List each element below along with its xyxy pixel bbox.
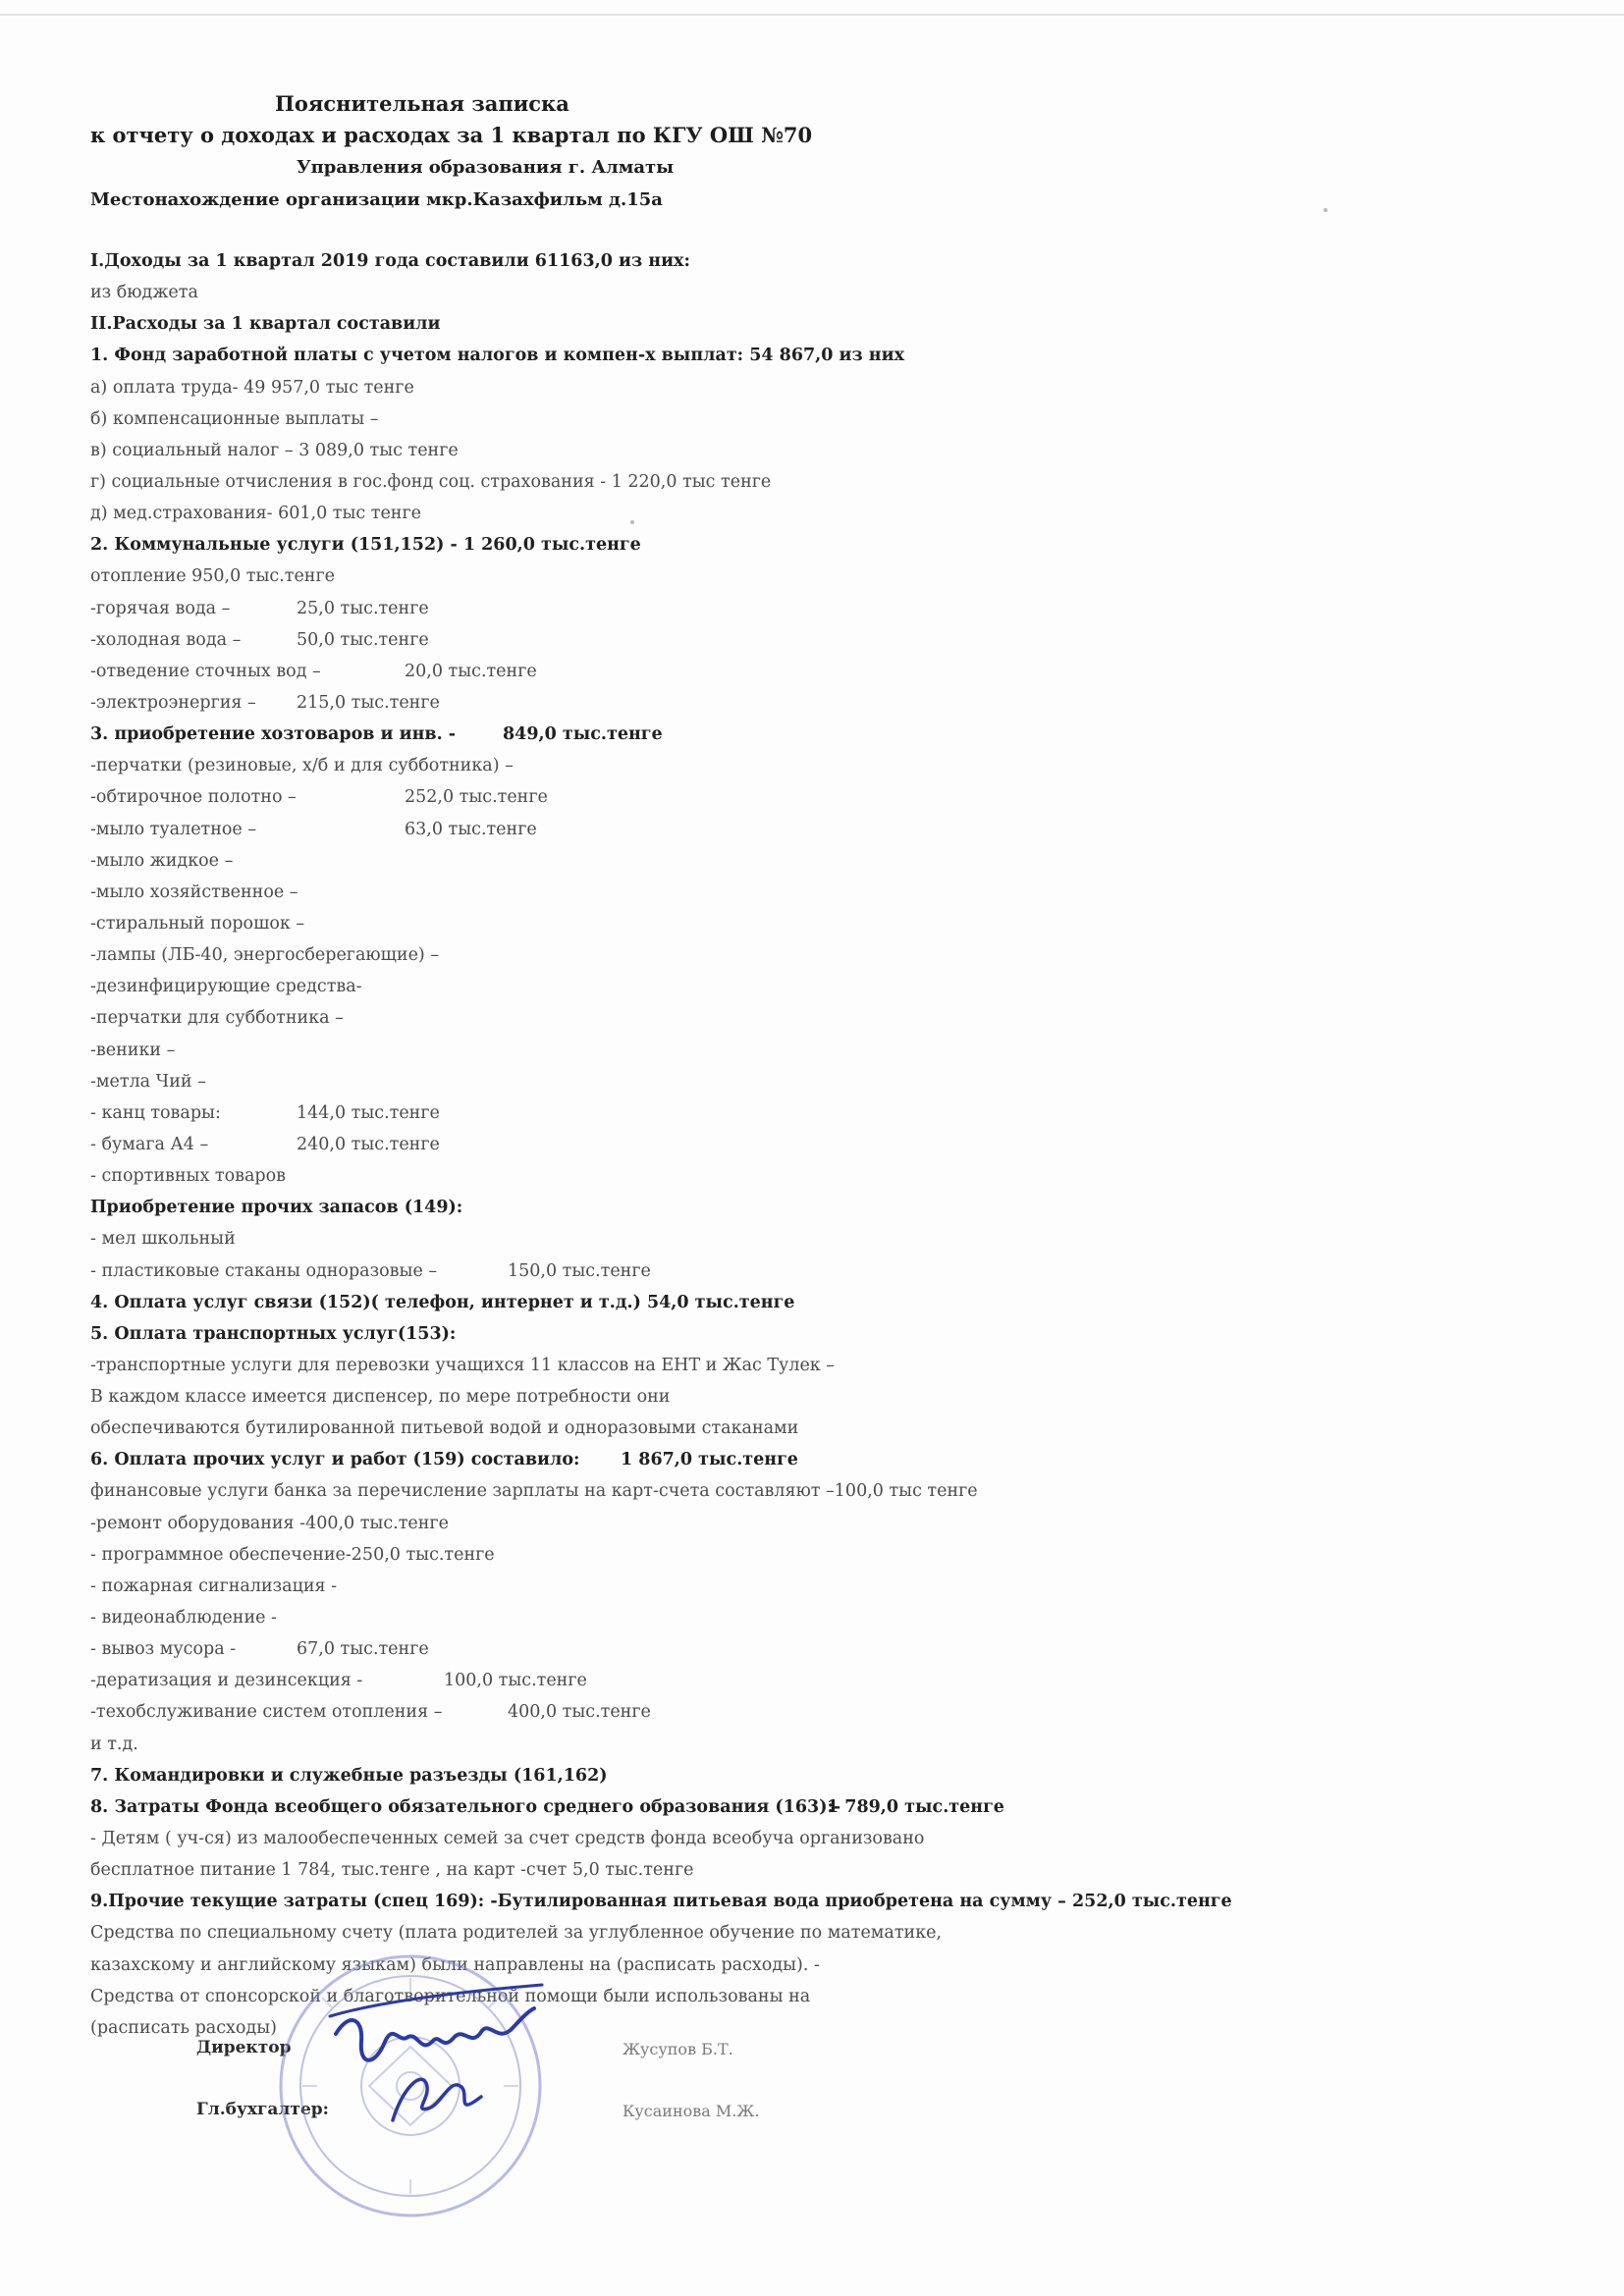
report-line	[90, 308, 1534, 340]
line-text: -транспортные услуги для перевозки учащихся 11 классов на ЕНТ и Жас Тулек –	[90, 1355, 836, 1375]
report-line	[90, 1413, 1534, 1444]
line-text: В каждом классе имеется диспенсер, по мере потребности они	[90, 1387, 671, 1408]
line-text: -перчатки для субботника –	[90, 1008, 344, 1029]
report-line	[90, 529, 1534, 561]
line-amount: 150,0 тыс.тенге	[508, 1260, 651, 1281]
report-line	[90, 1381, 1534, 1413]
line-text: II.Расходы за 1 квартал составили	[90, 314, 441, 335]
report-line	[90, 1192, 1534, 1223]
report-line	[90, 245, 1534, 277]
report-line	[90, 1475, 1534, 1507]
line-text: отопление 950,0 тыс.тенге	[90, 566, 335, 587]
report-line	[90, 466, 1534, 498]
line-text: -метла Чий –	[90, 1071, 206, 1092]
line-text: казахскому и английскому языкам) были направлены на (расписать расходы). -	[90, 1954, 820, 1975]
report-line	[90, 340, 1534, 371]
line-text: -дератизация и дезинсекция -	[90, 1671, 363, 1691]
line-text: в) социальный налог – 3 089,0 тыс тенге	[90, 440, 459, 460]
line-text: 1. Фонд заработной платы с учетом налогов и компен-х выплат: 54 867,0 из них	[90, 346, 905, 366]
line-text: -веники –	[90, 1040, 176, 1060]
line-text: финансовые услуги банка за перечисление зарплаты на карт-счета составляют –100,0 тыс тенге	[90, 1481, 978, 1502]
line-amount: 100,0 тыс.тенге	[444, 1671, 587, 1691]
report-line	[90, 403, 1534, 435]
line-text: а) оплата труда- 49 957,0 тыс тенге	[90, 377, 414, 398]
line-text: - спортивных товаров	[90, 1166, 286, 1187]
report-line	[90, 1160, 1534, 1192]
line-text: -стиральный порошок –	[90, 913, 305, 934]
line-amount: 50,0 тыс.тенге	[297, 629, 429, 650]
line-text: -горячая вода –	[90, 598, 231, 618]
line-text: д) мед.страхования- 601,0 тыс тенге	[90, 504, 421, 524]
report-line	[90, 1791, 1534, 1823]
report-line	[90, 1854, 1534, 1886]
document-subtitle: к отчету о доходах и расходах за 1 квартал по КГУ ОШ №70	[90, 123, 813, 147]
line-text: Средства по специальному счету (плата родителей за углубленное обучение по математике,	[90, 1923, 943, 1944]
report-line	[90, 1129, 1534, 1160]
line-amount: 1 789,0 тыс.тенге	[827, 1796, 1004, 1817]
line-text: I.Доходы за 1 квартал 2019 года составили 61163,0 из них:	[90, 251, 690, 271]
report-line	[90, 624, 1534, 656]
line-amount: 240,0 тыс.тенге	[297, 1134, 440, 1154]
line-text: 3. приобретение хозтоваров и инв. -	[90, 724, 457, 745]
report-line	[90, 561, 1534, 592]
line-amount: 67,0 тыс.тенге	[297, 1639, 429, 1660]
line-amount: 252,0 тыс.тенге	[405, 787, 548, 808]
report-line	[90, 1760, 1534, 1791]
line-amount: 400,0 тыс.тенге	[508, 1702, 651, 1723]
line-text: - канц товары:	[90, 1102, 221, 1123]
report-line	[90, 1823, 1534, 1854]
report-line	[90, 1886, 1534, 1917]
scan-speck	[1324, 208, 1327, 212]
director-name: Жусупов Б.Т.	[623, 2040, 733, 2058]
report-line	[90, 1287, 1534, 1318]
report-line	[90, 1444, 1534, 1475]
line-text: Приобретение прочих запасов (149):	[90, 1198, 463, 1218]
line-text: -холодная вода –	[90, 629, 242, 650]
line-text: 4. Оплата услуг связи (152)( телефон, интернет и т.д.) 54,0 тыс.тенге	[90, 1292, 795, 1312]
line-text: -электроэнергия –	[90, 692, 256, 713]
report-line	[90, 687, 1534, 719]
report-line	[90, 1729, 1534, 1760]
report-line	[90, 781, 1534, 813]
line-text: -перчатки (резиновые, х/б и для субботника) –	[90, 756, 514, 776]
report-line	[90, 1665, 1534, 1696]
line-text: - бумага А4 –	[90, 1134, 209, 1154]
line-text: - программное обеспечение-250,0 тыс.тенге	[90, 1544, 495, 1565]
line-text: - вывоз мусора -	[90, 1639, 237, 1660]
line-text: 6. Оплата прочих услуг и работ (159) составило:	[90, 1450, 580, 1470]
line-amount: 215,0 тыс.тенге	[297, 692, 440, 713]
director-signature-image	[324, 1973, 550, 2130]
line-text: -мыло туалетное –	[90, 819, 257, 839]
line-text: 8. Затраты Фонда всеобщего обязательного среднего образования (163):-	[90, 1796, 841, 1817]
line-text: 7. Командировки и служебные разъезды (161,162)	[90, 1765, 608, 1786]
line-amount: 849,0 тыс.тенге	[503, 724, 663, 745]
report-line	[90, 498, 1534, 529]
line-text: -мыло жидкое –	[90, 850, 234, 871]
director-label: Директор	[196, 2038, 292, 2057]
line-text: -мыло хозяйственное –	[90, 881, 298, 902]
line-text: - пожарная сигнализация -	[90, 1575, 338, 1596]
line-text: -отведение сточных вод –	[90, 661, 321, 681]
line-text: б) компенсационные выплаты –	[90, 408, 379, 429]
report-line	[90, 971, 1534, 1002]
line-text: 2. Коммунальные услуги (151,152) - 1 260,0 тыс.тенге	[90, 535, 641, 556]
report-line	[90, 1571, 1534, 1602]
report-line	[90, 719, 1534, 750]
report-line	[90, 1318, 1534, 1350]
line-text: и т.д.	[90, 1734, 138, 1754]
accountant-name: Кусаинова М.Ж.	[623, 2102, 760, 2120]
line-text: г) социальные отчисления в гос.фонд соц. страхования - 1 220,0 тыс тенге	[90, 471, 772, 492]
line-text: - пластиковые стаканы одноразовые –	[90, 1260, 438, 1281]
line-text: бесплатное питание 1 784, тыс.тенге , на карт -счет 5,0 тыс.тенге	[90, 1860, 694, 1881]
report-body	[90, 245, 1534, 2044]
report-line	[90, 372, 1534, 403]
report-line	[90, 1602, 1534, 1633]
line-amount: 1 867,0 тыс.тенге	[621, 1450, 798, 1470]
report-line	[90, 1097, 1534, 1129]
report-line	[90, 1223, 1534, 1255]
report-line	[90, 845, 1534, 877]
line-text: Средства от спонсорской и благотворительной помощи были использованы на	[90, 1986, 811, 2006]
line-text: обеспечиваются бутилированной питьевой водой и одноразовыми стаканами	[90, 1418, 799, 1439]
line-text: -техобслуживание систем отопления –	[90, 1702, 443, 1723]
line-text: -лампы (ЛБ-40, энергосберегающие) –	[90, 945, 440, 966]
document-title: Пояснительная записка	[275, 91, 569, 116]
accountant-label: Гл.бухгалтер:	[196, 2100, 329, 2119]
scan-top-edge	[0, 14, 1624, 16]
report-line	[90, 1350, 1534, 1381]
line-text: (расписать расходы)	[90, 2017, 277, 2038]
report-line	[90, 1508, 1534, 1539]
report-line	[90, 593, 1534, 624]
report-line	[90, 1539, 1534, 1571]
report-line	[90, 1255, 1534, 1287]
report-line	[90, 277, 1534, 308]
line-text: - видеонаблюдение -	[90, 1608, 277, 1629]
report-line	[90, 1696, 1534, 1728]
report-line	[90, 939, 1534, 971]
report-line	[90, 814, 1534, 845]
line-text: -дезинфицирующие средства-	[90, 977, 362, 997]
location-line: Местонахождение организации мкр.Казахфильм д.15а	[90, 189, 663, 210]
department-line: Управления образования г. Алматы	[297, 157, 675, 178]
line-amount: 63,0 тыс.тенге	[405, 819, 537, 839]
report-line	[90, 1002, 1534, 1034]
report-line	[90, 656, 1534, 687]
line-text: из бюджета	[90, 283, 198, 303]
line-text: 9.Прочие текущие затраты (спец 169): -Бутилированная питьевая вода приобретена на сумму – 252,0 тыс.тенге	[90, 1892, 1232, 1912]
report-line	[90, 1035, 1534, 1066]
line-text: - мел школьный	[90, 1229, 236, 1250]
report-line	[90, 1633, 1534, 1665]
report-line	[90, 908, 1534, 939]
line-text: -обтирочное полотно –	[90, 787, 297, 808]
line-text: - Детям ( уч-ся) из малообеспеченных семей за счет средств фонда всеобуча организовано	[90, 1829, 925, 1849]
line-text: 5. Оплата транспортных услуг(153):	[90, 1323, 457, 1344]
report-line	[90, 435, 1534, 466]
line-amount: 20,0 тыс.тенге	[405, 661, 537, 681]
report-line	[90, 877, 1534, 908]
line-text: -ремонт оборудования -400,0 тыс.тенге	[90, 1513, 449, 1533]
line-amount: 144,0 тыс.тенге	[297, 1102, 440, 1123]
report-line	[90, 1066, 1534, 1097]
line-amount: 25,0 тыс.тенге	[297, 598, 429, 618]
report-line	[90, 750, 1534, 781]
